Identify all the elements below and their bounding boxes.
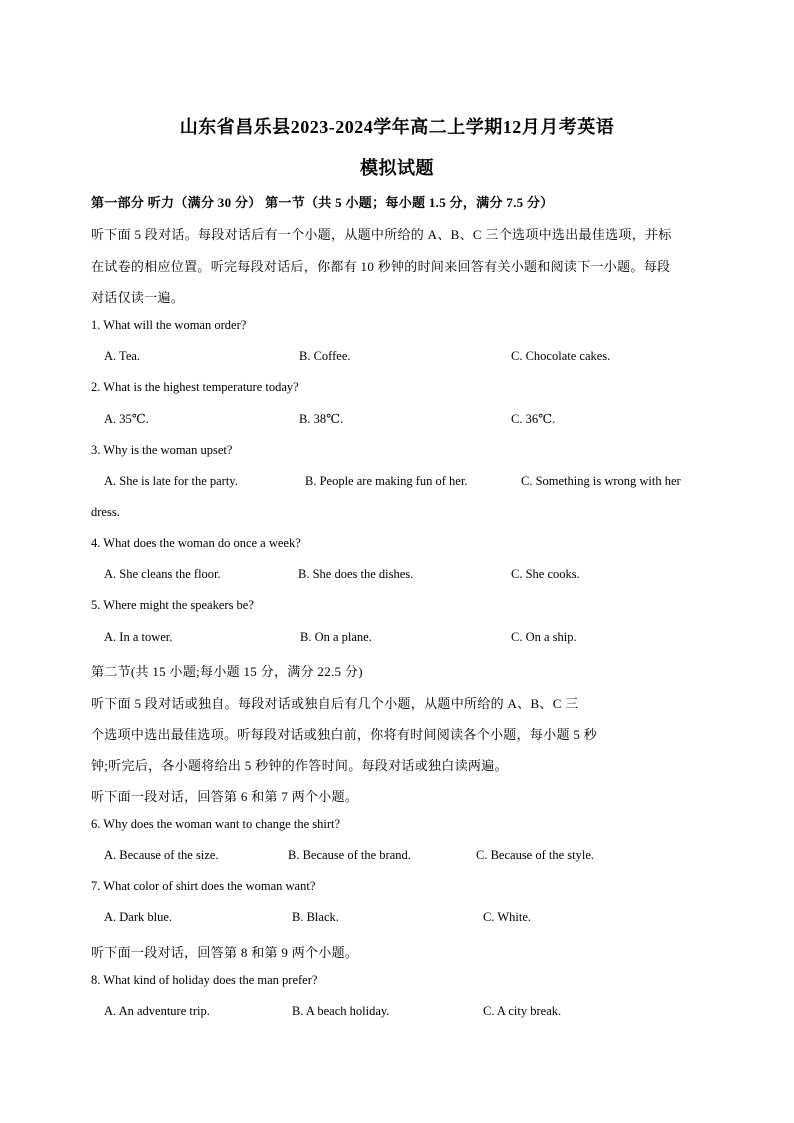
question-stem: 6. Why does the woman want to change the shirt? — [91, 817, 341, 831]
option-c: C. 36℃. — [511, 412, 556, 426]
option-a: A. She is late for the party. — [104, 474, 238, 488]
part1-instruction-line: 对话仅读一遍。 — [91, 290, 185, 305]
option-b: B. She does the dishes. — [298, 567, 414, 581]
option-b: B. Because of the brand. — [288, 848, 411, 862]
option-a: A. She cleans the floor. — [104, 567, 221, 581]
section2-header: 第二节(共 15 小题;每小题 15 分，满分 22.5 分) — [91, 664, 363, 679]
group-intro: 听下面一段对话，回答第 8 和第 9 两个小题。 — [91, 945, 359, 960]
option-c: C. White. — [483, 910, 532, 924]
option-c: C. Chocolate cakes. — [511, 349, 611, 363]
question-stem: 4. What does the woman do once a week? — [91, 536, 301, 550]
option-c: C. Because of the style. — [476, 848, 595, 862]
option-b: B. Black. — [292, 910, 339, 924]
document-subtitle: 模拟试题 — [360, 158, 434, 178]
group-intro: 听下面一段对话，回答第 6 和第 7 两个小题。 — [91, 789, 359, 804]
option-a: A. Because of the size. — [104, 848, 219, 862]
option-a: A. Tea. — [104, 349, 141, 363]
question-stem: 2. What is the highest temperature today? — [91, 380, 299, 394]
part1-instruction-line: 听下面 5 段对话。每段对话后有一个小题，从题中所给的 A、B、C 三个选项中选出最佳选项，并标 — [91, 227, 672, 242]
question-stem: 7. What color of shirt does the woman want? — [91, 879, 316, 893]
question-stem: 5. Where might the speakers be? — [91, 598, 254, 612]
option-continuation: dress. — [91, 505, 120, 519]
section2-instruction-line: 听下面 5 段对话或独自。每段对话或独自后有几个小题，从题中所给的 A、B、C 三 — [91, 696, 579, 711]
section2-instruction-line: 钟;听完后，各小题将给出 5 秒钟的作答时间。每段对话或独白读两遍。 — [91, 758, 508, 773]
option-c: C. She cooks. — [511, 567, 580, 581]
section2-instruction-line: 个选项中选出最佳选项。听每段对话或独白前，你将有时间阅读各个小题，每小题 5 秒 — [91, 727, 598, 742]
option-b: B. A beach holiday. — [292, 1004, 390, 1018]
option-a: A. Dark blue. — [104, 910, 173, 924]
option-b: B. 38℃. — [299, 412, 344, 426]
question-stem: 8. What kind of holiday does the man prefer? — [91, 973, 318, 987]
question-stem: 1. What will the woman order? — [91, 318, 247, 332]
document-title: 山东省昌乐县2023-2024学年高二上学期12月月考英语 — [179, 117, 615, 137]
option-b: B. Coffee. — [299, 349, 351, 363]
part1-header: 第一部分 听力（满分 30 分） 第一节（共 5 小题；每小题 1.5 分，满分 7.5 分） — [91, 195, 554, 210]
option-b: B. On a plane. — [300, 630, 372, 644]
option-a: A. An adventure trip. — [104, 1004, 210, 1018]
option-c: C. A city break. — [483, 1004, 562, 1018]
option-a: A. 35℃. — [104, 412, 149, 426]
part1-instruction-line: 在试卷的相应位置。听完每段对话后，你都有 10 秒钟的时间来回答有关小题和阅读下一小题。每段 — [91, 259, 671, 274]
option-c: C. Something is wrong with her — [521, 474, 681, 488]
option-c: C. On a ship. — [511, 630, 577, 644]
option-b: B. People are making fun of her. — [305, 474, 468, 488]
question-stem: 3. Why is the woman upset? — [91, 443, 233, 457]
option-a: A. In a tower. — [104, 630, 173, 644]
